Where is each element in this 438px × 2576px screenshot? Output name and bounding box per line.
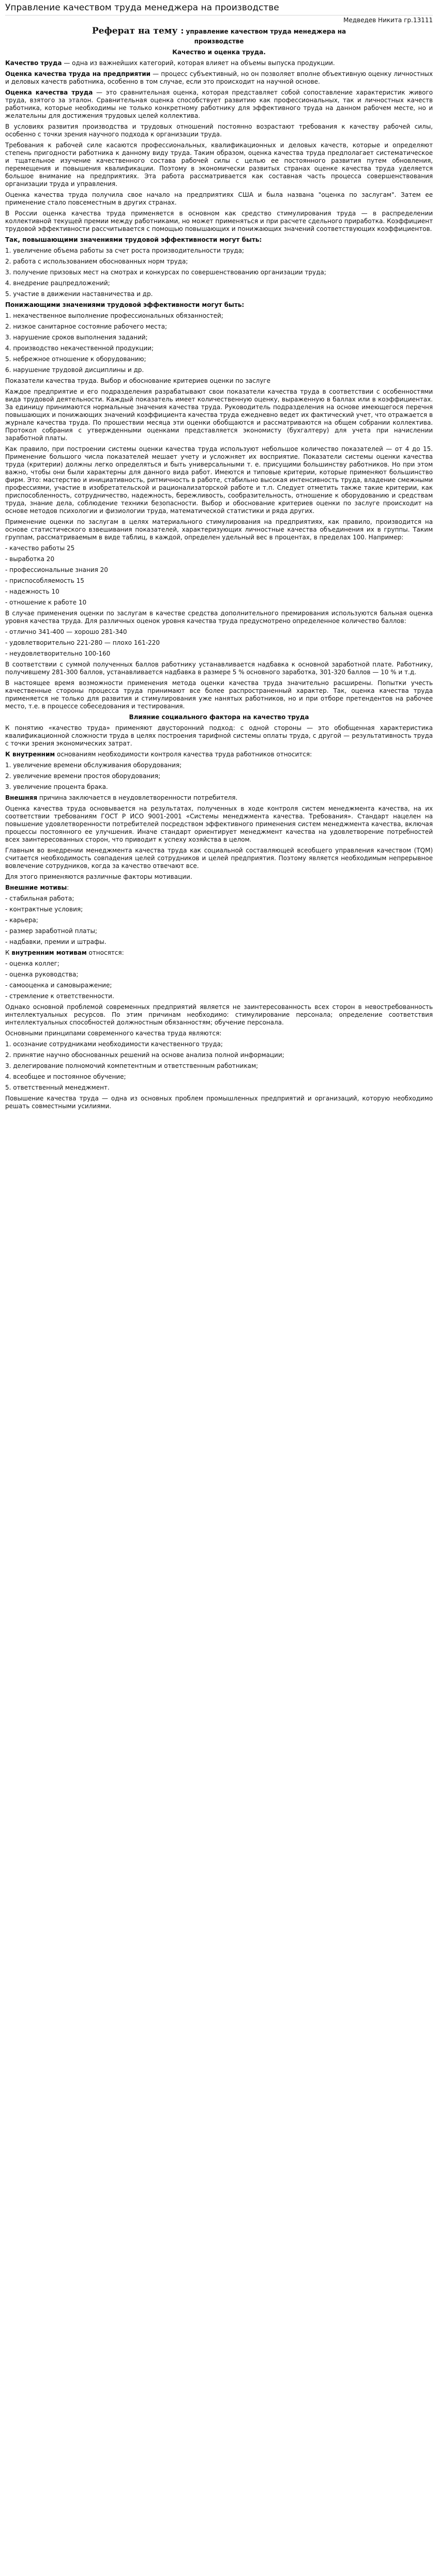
paragraph	[5, 545, 433, 552]
section-subtitle: Качество и оценка труда.	[172, 49, 266, 56]
paragraph	[5, 949, 433, 957]
paragraph-text: - удовлетворительно 221-280 — плохо 161-220	[5, 639, 160, 646]
paragraph-text: - отношение к работе 10	[5, 599, 87, 606]
paragraph-text: 3. получение призовых мест на смотрах и конкурсах по совершенствованию организации труда;	[5, 269, 326, 276]
paragraph	[5, 334, 433, 342]
abstract-head: Реферат на тему :	[92, 26, 184, 36]
paragraph	[5, 588, 433, 596]
paragraph	[5, 555, 433, 563]
paragraph	[5, 639, 433, 647]
paragraph-text: — процесс субъективный, но он позволяет вполне объективную оценку личностных и деловых качеств работника, особенно в том случае, если это происходит на научной основе.	[5, 70, 433, 85]
paragraph	[5, 628, 433, 636]
paragraph	[5, 191, 433, 207]
paragraph	[5, 873, 433, 881]
paragraph	[5, 366, 433, 374]
paragraph	[5, 982, 433, 989]
abstract-heading	[5, 27, 433, 36]
paragraph	[5, 1062, 433, 1070]
paragraph	[5, 762, 433, 769]
abstract-topic-line2: производстве	[194, 38, 244, 45]
paragraph-text: 2. принятие научно обоснованных решений на основе анализа полной информации;	[5, 1051, 284, 1059]
paragraph	[5, 1084, 433, 1092]
paragraph	[5, 783, 433, 791]
paragraph-text: :	[67, 884, 69, 891]
paragraph-text: основаниям необходимости контроля качества труда работников относится:	[55, 751, 312, 758]
paragraph-text: 3. делегирование полномочий компетентным и ответственным работникам;	[5, 1062, 259, 1069]
paragraph-text: - карьера;	[5, 917, 38, 924]
paragraph-text: — это сравнительная оценка, которая представляет собой сопоставление характеристик живого труда, взятого за эталон. Сравнительная оценка способствует развитию как профессиональных, так и личностных качеств работника, которые необходимы не только конкретному работнику для эффективного труда на данном рабочем месте, но и желательны для достижения трудовых целей коллектива.	[5, 89, 433, 119]
paragraph	[5, 992, 433, 1000]
paragraph	[5, 847, 433, 870]
paragraph-text: В условиях развития производства и трудовых отношений постоянно возрастают требования к качеству рабочей силы, особенно с точки зрения научного подхода к организации труда.	[5, 123, 433, 138]
paragraph	[5, 679, 433, 710]
paragraph-text: - контрактные условия;	[5, 906, 83, 913]
paragraph-text: относятся:	[86, 949, 124, 956]
paragraph-text: Основными принципами современного качества труда являются:	[5, 1030, 222, 1037]
abstract-topic-line1: управление качеством труда менеджера на	[186, 28, 346, 35]
paragraph	[5, 247, 433, 255]
paragraph	[5, 388, 433, 442]
paragraph-text: Главным во внедрении менеджмента качества труда как социальной составляющей всеобщего управления качеством (ТQМ) считается необходимость совпадения целей сотрудников и целей предприятия. Поэтому является необходимым непрерывное вовлечение сотрудников, когда за качество отвечают все.	[5, 847, 433, 870]
paragraph-text: 1. увеличение объема работы за счет роста производительности труда;	[5, 247, 244, 254]
paragraph-text: - приспособляемость 15	[5, 577, 84, 584]
paragraph	[5, 323, 433, 331]
paragraph-text: - отлично 341-400 — хорошо 281-340	[5, 628, 127, 635]
paragraph-text: - надбавки, премии и штрафы.	[5, 938, 107, 945]
paragraph-text: Влияние социального фактора на качество труда	[129, 713, 309, 721]
paragraph-text: — одна из важнейших категорий, которая влияет на объемы выпуска продукции.	[62, 59, 335, 67]
paragraph-text: В настоящее время возможности применения метода оценки качества труда значительно расширены. Попытки учесть качественные стороны процесса труда принимают все более распространенный характер. Так, оценка качества труда применяется не только для развития и стимулирования уже нанятых работников, но и при отборе претендентов на рабочее место, т.е. в процессе собеседования и тестирования.	[5, 679, 433, 710]
paragraph-text: В России оценка качества труда применяется в основном как средство стимулирования труда — в распределении коллективной текущей премии между работниками, но может применяться и при расчете сдельного приработка. Коэффициент трудовой эффективности рассчитывается с помощью повышающих и понижающих значений соответствующих коэффициентов.	[5, 210, 433, 232]
paragraph-text: 4. внедрение рацпредложений;	[5, 280, 110, 287]
paragraph-text: Для этого применяются различные факторы мотивации.	[5, 873, 192, 880]
paragraph	[5, 377, 433, 385]
paragraph-text: 1. осознание сотрудниками необходимости качественного труда;	[5, 1041, 223, 1048]
paragraph-text: - оценка руководства;	[5, 971, 79, 978]
paragraph	[5, 123, 433, 138]
paragraph-text: Как правило, при построении системы оценки качества труда используют небольшое количество показателей — от 4 до 15. Применение большого числа показателей мешает учету и усложняет их восприятие. Показатели системы оценки качества труда (критерии) должны легко определяться и быть универсальными т. е. присущими большинству работников. Но при этом важно, чтобы они были характерны для данного вида работ. Имеются и типовые критерии, которые применяют большинство фирм. Это: мастерство и инициативность, ритмичность в работе, стабильно высокая интенсивность труда, владение смежными профессиями, участие в изобретательской и рационализаторской работе и т.п. Следует отметить также такие критерии, как приспособленность, сотрудничество, надежность, бережливость, сообразительность, отношение к оборудованию и средствам труда, знание дела, соблюдение техники безопасности. Выбор и обоснование критериев оценки по заслуге происходит на основе методов психологии и физиологии труда, математической статистики и ряда других.	[5, 445, 433, 515]
paragraph	[5, 794, 433, 802]
paragraph	[5, 290, 433, 298]
paragraph	[5, 1030, 433, 1037]
paragraph-text: - оценка коллег;	[5, 960, 59, 967]
paragraph	[5, 518, 433, 541]
paragraph	[5, 280, 433, 287]
paragraph-lead: Внешняя	[5, 794, 38, 801]
paragraph-text: Оценка качества труда получила свое начало на предприятиях США и была названа "оценка по заслугам". Затем ее применение стало повсеместным в других странах.	[5, 191, 433, 206]
paragraph-text: 3. нарушение сроков выполнения заданий;	[5, 334, 148, 341]
paragraph	[5, 751, 433, 758]
paragraph	[5, 142, 433, 188]
section-heading	[5, 236, 433, 244]
paragraph	[5, 312, 433, 320]
paragraph	[5, 269, 433, 276]
paragraph	[5, 938, 433, 946]
paragraph-text: Показатели качества труда. Выбор и обоснование критериев оценки по заслуге	[5, 377, 270, 384]
paragraph	[5, 445, 433, 515]
paragraph-text: 1. увеличение времени обслуживания оборудования;	[5, 762, 182, 769]
paragraph	[5, 345, 433, 352]
paragraph	[5, 566, 433, 574]
paragraph-text: В случае применения оценки по заслугам в качестве средства дополнительного премирования используются бальная оценка уровня качества труда. Для различных оценок уровня качества труда предусмотрено определенное количество баллов:	[5, 610, 433, 625]
paragraph	[5, 772, 433, 780]
section-heading	[5, 301, 433, 309]
paragraph	[5, 661, 433, 676]
paragraph	[5, 1051, 433, 1059]
paragraph	[5, 1003, 433, 1027]
paragraph	[5, 906, 433, 913]
paragraph	[5, 927, 433, 935]
paragraph-text: 5. участие в движении наставничества и др.	[5, 290, 153, 298]
paragraph-text: - надежность 10	[5, 588, 59, 595]
paragraph-text: 2. увеличение времени простоя оборудования;	[5, 772, 161, 780]
paragraph-lead: Оценка качества труда на предприятии	[5, 70, 151, 77]
paragraph-text: Повышение качества труда — одна из основных проблем промышленных предприятий и организаций, которую необходимо решать совместными усилиями.	[5, 1095, 433, 1110]
paragraph-lead: К внутренним	[5, 751, 55, 758]
paragraph-text: 2. низкое санитарное состояние рабочего места;	[5, 323, 168, 330]
paragraph-text: - размер заработной платы;	[5, 927, 97, 935]
paragraph-text: К понятию «качество труда» применяют двусторонний подход: с одной стороны — это обобщенная характеристика квалификационной сложности труда в целях построения тарифной системы оплаты труда, с другой — результативность труда с точки зрения экономических затрат.	[5, 724, 433, 747]
paragraph-text: В соответствии с суммой полученных баллов работнику устанавливается надбавка к основной заработной плате. Работнику, получившему 281-300 баллов, устанавливается надбавка в размере 5 % основного заработка, 301-320 баллов — 10 % и т.д.	[5, 661, 433, 676]
paragraph	[5, 210, 433, 233]
paragraph-text: 6. нарушение трудовой дисциплины и др.	[5, 366, 144, 374]
paragraph	[5, 1073, 433, 1081]
paragraph-text: Требования к рабочей силе касаются профессиональных, квалификационных и деловых качеств, которые и определяют степень пригодности работника к данному виду труда. Таким образом, оценка качества труда предполагает систематическое и тщательное изучение качественного состава рабочей силы с целью ее постоянного развития путем обновления, перемещения и повышения квалификации. Поэтому в экономически развитых странах оценке качества труда уделяется большое внимание на предприятиях. Эта работа рассматривается как составная часть процесса совершенствования организации труда и управления.	[5, 142, 433, 188]
paragraph	[5, 610, 433, 625]
paragraph-text: - профессиональные знания 20	[5, 566, 108, 573]
paragraph	[5, 1095, 433, 1110]
paragraph-text: 5. небрежное отношение к оборудованию;	[5, 355, 146, 363]
paragraph-text: Каждое предприятие и его подразделения разрабатывают свои показатели качества труда в соответствии с особенностями вида трудовой деятельности. Каждый показатель имеет количественную оценку, выраженную в баллах или в коэффициентах. За единицу принимаются нормальные значения качества труда. Руководитель подразделения на основе имеющегося перечня повышающих и понижающих значений коэффициента качества труда ежедневно ведет их фактический учет, что отражается в журнале качества труда. По прошествии месяца эти оценки обобщаются и рассматриваются на общем собрании коллектива. Протокол собрания с утвержденными оценками представляется экономисту (бухгалтеру) для учета при начислении заработной платы.	[5, 388, 433, 442]
paragraph-text: Оценка качества труда основывается на результатах, полученных в ходе контроля систем менеджмента качества, на их соответствии требованиям ГОСТ Р ИСО 9001-2001 «Системы менеджмента качества. Требования». Стандарт нацелен на повышение удовлетворенности потребителей посредством эффективного применения систем менеджмента качества, включая процессы постоянного ее улучшения. Иначе стандарт ориентирует менеджмент качества на удовлетворение потребностей всех заинтересованных сторон, что приводит к успеху хозяйства в целом.	[5, 805, 433, 843]
paragraph-prefix: К	[5, 949, 12, 956]
paragraph	[5, 59, 433, 67]
paragraph-text: - неудовлетворительно 100-160	[5, 650, 111, 657]
author-line: Медведев Никита гр.13111	[343, 17, 433, 24]
document-title: Управление качеством труда менеджера на производстве	[5, 2, 433, 15]
paragraph-text: 2. работа с использованием обоснованных норм труда;	[5, 258, 188, 265]
paragraph-text: Так, повышающими значениями трудовой эффективности могут быть:	[5, 236, 262, 243]
document-page	[0, 0, 438, 1120]
paragraph	[5, 70, 433, 86]
paragraph	[5, 960, 433, 968]
paragraph-lead: внутренним мотивам	[11, 949, 87, 956]
paragraph	[5, 884, 433, 892]
paragraph	[5, 599, 433, 607]
paragraph-text: Однако основной проблемой современных предприятий является не заинтересованность всех сторон в невостребованность интеллектуальных ресурсов. По этим причинам необходимо: стимулирование персонала; определение соответствия интеллектуальных способностей должностным обязанностям; обучение персонала.	[5, 1003, 433, 1026]
document-body	[5, 59, 433, 1110]
paragraph-text: 3. увеличение процента брака.	[5, 783, 108, 790]
paragraph	[5, 89, 433, 120]
paragraph	[5, 650, 433, 658]
paragraph	[5, 917, 433, 924]
paragraph	[5, 355, 433, 363]
paragraph	[5, 258, 433, 266]
paragraph-text: - стабильная работа;	[5, 895, 74, 902]
paragraph-text: 4. всеобщее и постоянное обучение;	[5, 1073, 126, 1080]
paragraph	[5, 805, 433, 844]
section-heading-centered	[5, 713, 433, 721]
paragraph-lead: Внешние мотивы	[5, 884, 67, 891]
paragraph	[5, 724, 433, 748]
paragraph-text: 4. производство некачественной продукции;	[5, 345, 154, 352]
paragraph	[5, 971, 433, 979]
paragraph-text: 1. некачественное выполнение профессиональных обязанностей;	[5, 312, 223, 319]
paragraph-text: Понижающими значениями трудовой эффективности могут быть:	[5, 301, 245, 308]
paragraph-text: - самооценка и самовыражение;	[5, 982, 112, 989]
paragraph-text: - выработка 20	[5, 555, 55, 563]
paragraph-text: Применение оценки по заслугам в целях материального стимулирования на предприятиях, как правило, производится на основе статистического взвешивания показателей, характеризующих личностные качества объединения их в группы. Таким группам, рассматриваемым в виде таблиц, в каждой, определен удельный вес в процентах, в пределах 100. Например:	[5, 518, 433, 541]
paragraph-lead: Качество труда	[5, 59, 62, 67]
paragraph	[5, 895, 433, 903]
paragraph-text: 5. ответственный менеджмент.	[5, 1084, 110, 1091]
paragraph-text: - качество работы 25	[5, 545, 75, 552]
paragraph-lead: Оценка качества труда	[5, 89, 93, 96]
paragraph	[5, 577, 433, 585]
paragraph	[5, 1041, 433, 1048]
paragraph-text: - стремление к ответственности.	[5, 992, 114, 1000]
paragraph-text: причина заключается в неудовлетворенности потребителя.	[37, 794, 238, 801]
